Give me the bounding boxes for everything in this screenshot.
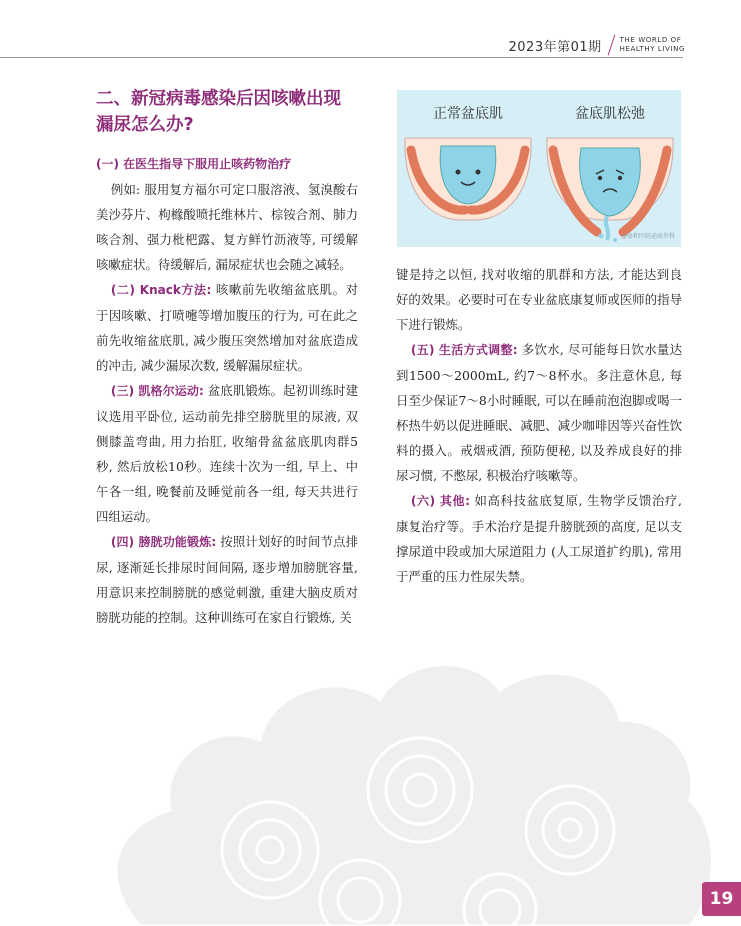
- section-3-paragraph: [96, 378, 358, 529]
- section-3-text: 盆底肌锻炼。起初训练时建议选用平卧位, 运动前先排空膀胱里的尿液, 双侧膝盖弯曲, 用力抬肛, 收缩骨盆盆底肌肉群5秒, 然后放松10秒。连续十次为一组, 早上、中午各一组, 晚餐前及睡觉前各一组, 每天共进行四组运动。: [96, 383, 358, 524]
- section-5-heading: (五) 生活方式调整:: [410, 343, 518, 357]
- issue-label: 2023年第01期: [508, 39, 602, 55]
- right-column: [396, 262, 682, 589]
- brand-line-2: HEALTHY LIVING: [619, 45, 685, 53]
- section-6-text: 如高科技盆底复原, 生物学反馈治疗, 康复治疗等。手术治疗是提升膀胱颈的高度, 足以支撑尿道中段或加大尿道阻力 (人工尿道扩约肌), 常用于严重的压力性尿失禁。: [396, 493, 682, 584]
- section-6-heading: (六) 其他:: [410, 494, 470, 508]
- section-4-text: 按照计划好的时间节点排尿, 逐渐延长排尿时间间隔, 逐步增加膀胱容量, 用意识来控制膀胱的感觉刺激, 重建大脑皮质对膀胱功能的控制。这种训练可在家自行锻炼, 关: [96, 534, 358, 625]
- header-rule: [0, 57, 683, 58]
- left-column: [96, 86, 358, 630]
- brand-line-1: THE WORLD OF: [619, 36, 682, 44]
- section-4-continuation: 键是持之以恒, 找对收缩的肌群和方法, 才能达到良好的效果。必要时可在专业盆底康复师或医师的指导下进行锻炼。: [396, 267, 682, 332]
- section-4-paragraph: [96, 529, 358, 630]
- figure-watermark: @协和医院泌尿外科: [620, 233, 675, 240]
- page-header: [509, 34, 685, 56]
- section-1-heading: (一) 在医生指导下服用止咳药物治疗: [96, 157, 292, 171]
- section-2-heading: (二) Knack方法:: [110, 283, 212, 297]
- section-2-paragraph: [96, 277, 358, 378]
- label-normal: 正常盆底肌: [433, 106, 503, 122]
- header-slash: [607, 34, 615, 55]
- section-6-paragraph: [396, 488, 682, 589]
- section-5-text: 多饮水, 尽可能每日饮水量达到1500～2000mL, 约7～8杯水。多注意休息, 每日至少保证7～8小时睡眠, 可以在睡前泡泡脚或喝一杯热牛奶以促进睡眠、减肥、减少咖啡因等兴奋性饮料的摄入。戒烟戒酒, 预防便秘, 以及养成良好的排尿习惯, 不憋尿, 积极治疗咳嗽等。: [396, 342, 682, 483]
- section-1-text: 例如: 服用复方福尔可定口服溶液、氢溴酸右美沙芬片、枸橼酸喷托维林片、棕铵合剂、肺力咳合剂、强力枇杷露、复方鲜竹沥液等, 可缓解咳嗽症状。待缓解后, 漏尿症状也会随之减轻。: [96, 182, 358, 272]
- label-relaxed: 盆底肌松弛: [575, 106, 645, 122]
- section-4-heading: (四) 膀胱功能锻炼:: [110, 535, 217, 549]
- article-title: 二、新冠病毒感染后因咳嗽出现漏尿怎么办?: [96, 89, 341, 135]
- section-5-paragraph: [396, 337, 682, 488]
- magazine-brand: [620, 36, 685, 54]
- pelvic-floor-drawing: [397, 90, 681, 247]
- section-2-text: 咳嗽前先收缩盆底肌。对于因咳嗽、打喷嚏等增加腹压的行为, 可在此之前先收缩盆底肌, 减少腹压突然增加对盆底造成的冲击, 减少漏尿次数, 缓解漏尿症状。: [96, 282, 358, 373]
- section-3-heading: (三) 凯格尔运动:: [110, 384, 204, 398]
- page-number: 19: [702, 882, 741, 916]
- pelvic-floor-illustration: [397, 90, 681, 247]
